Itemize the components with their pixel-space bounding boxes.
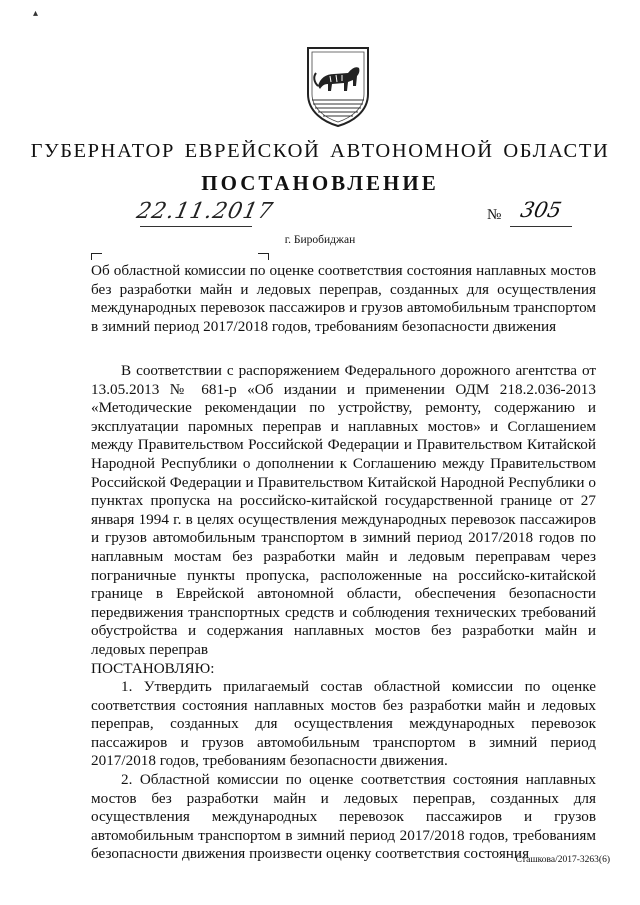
footer-code: Сташкова/2017-3263(6) (515, 855, 610, 865)
scan-mark: ▴ (33, 8, 39, 19)
item-1-paragraph: 1. Утвердить прилагаемый состав областной комиссии по оценке соответствия состояния наплавных мостов без разработки майн и ледовых переправ, созданных для осуществления международных перевозок пассажиров и грузов автомобильным транспортом в зимний период 2017/2018 годов, требованиям безопасности движения. (91, 678, 596, 770)
preamble-paragraph: В соответствии с распоряжением Федерального дорожного агентства от 13.05.2013 № 681-р «Об издании и применении ОДМ 218.2.036-2013 «Методические рекомендации по устройству, ремонту, содержанию и эксплуатации паромных переправ и наплавных мостов» и Соглашением между Правительством Российской Федерации и Правительством Китайской Народной Республики о дополнении к Соглашению между Правительством Российской Федерации и Правительством Китайской Народной Республики о пунктах пропуска на российско-китайской государственной границе от 27 января 1994 г. в целях осуществления международных перевозок пассажиров и грузов автомобильным транспортом в зимний период 2017/2018 годов по наплавным мостам без разработки майн и ледовым переправам через пограничные пункты пропуска, расположенные на российско-китайской границе в Еврейской автономной области, обеспечения безопасности передвижения транспортных средств и соблюдения технических требований обустройства и содержания наплавных мостов без разработки майн и ледовых переправ (91, 362, 596, 658)
coat-of-arms-tiger-icon (302, 42, 374, 128)
subject-bracket-left (91, 253, 102, 260)
number-underline (510, 226, 572, 227)
resolve-heading: ПОСТАНОВЛЯЮ: (91, 659, 215, 677)
document-number: 305 (518, 198, 564, 222)
issue-city: г. Биробиджан (284, 234, 356, 246)
item-2-paragraph: 2. Областной комиссии по оценке соответствия состояния наплавных мостов без разработки майн и ледовых переправ, созданных для осуществления международных перевозок пассажиров и грузов автомобильным транспортом в зимний период 2017/2018 годов, требованиям безопасности движения произвести оценку соответствия состояния (91, 771, 596, 863)
subject-bracket-right (258, 253, 269, 260)
issuer-title: ГУБЕРНАТОР ЕВРЕЙСКОЙ АВТОНОМНОЙ ОБЛАСТИ (30, 140, 610, 162)
date-underline (140, 226, 252, 227)
number-label: № (487, 207, 502, 223)
document-date: 22.11.2017 (134, 199, 276, 224)
document-type: ПОСТАНОВЛЕНИЕ (201, 171, 439, 195)
document-body (91, 362, 596, 864)
document-subject: Об областной комиссии по оценке соответствия состояния наплавных мостов без разработки майн и ледовых переправ, созданных для осуществления международных перевозок пассажиров и грузов автомобильным транспортом в зимний период 2017/2018 годов, требованиям безопасности движения (91, 262, 596, 336)
